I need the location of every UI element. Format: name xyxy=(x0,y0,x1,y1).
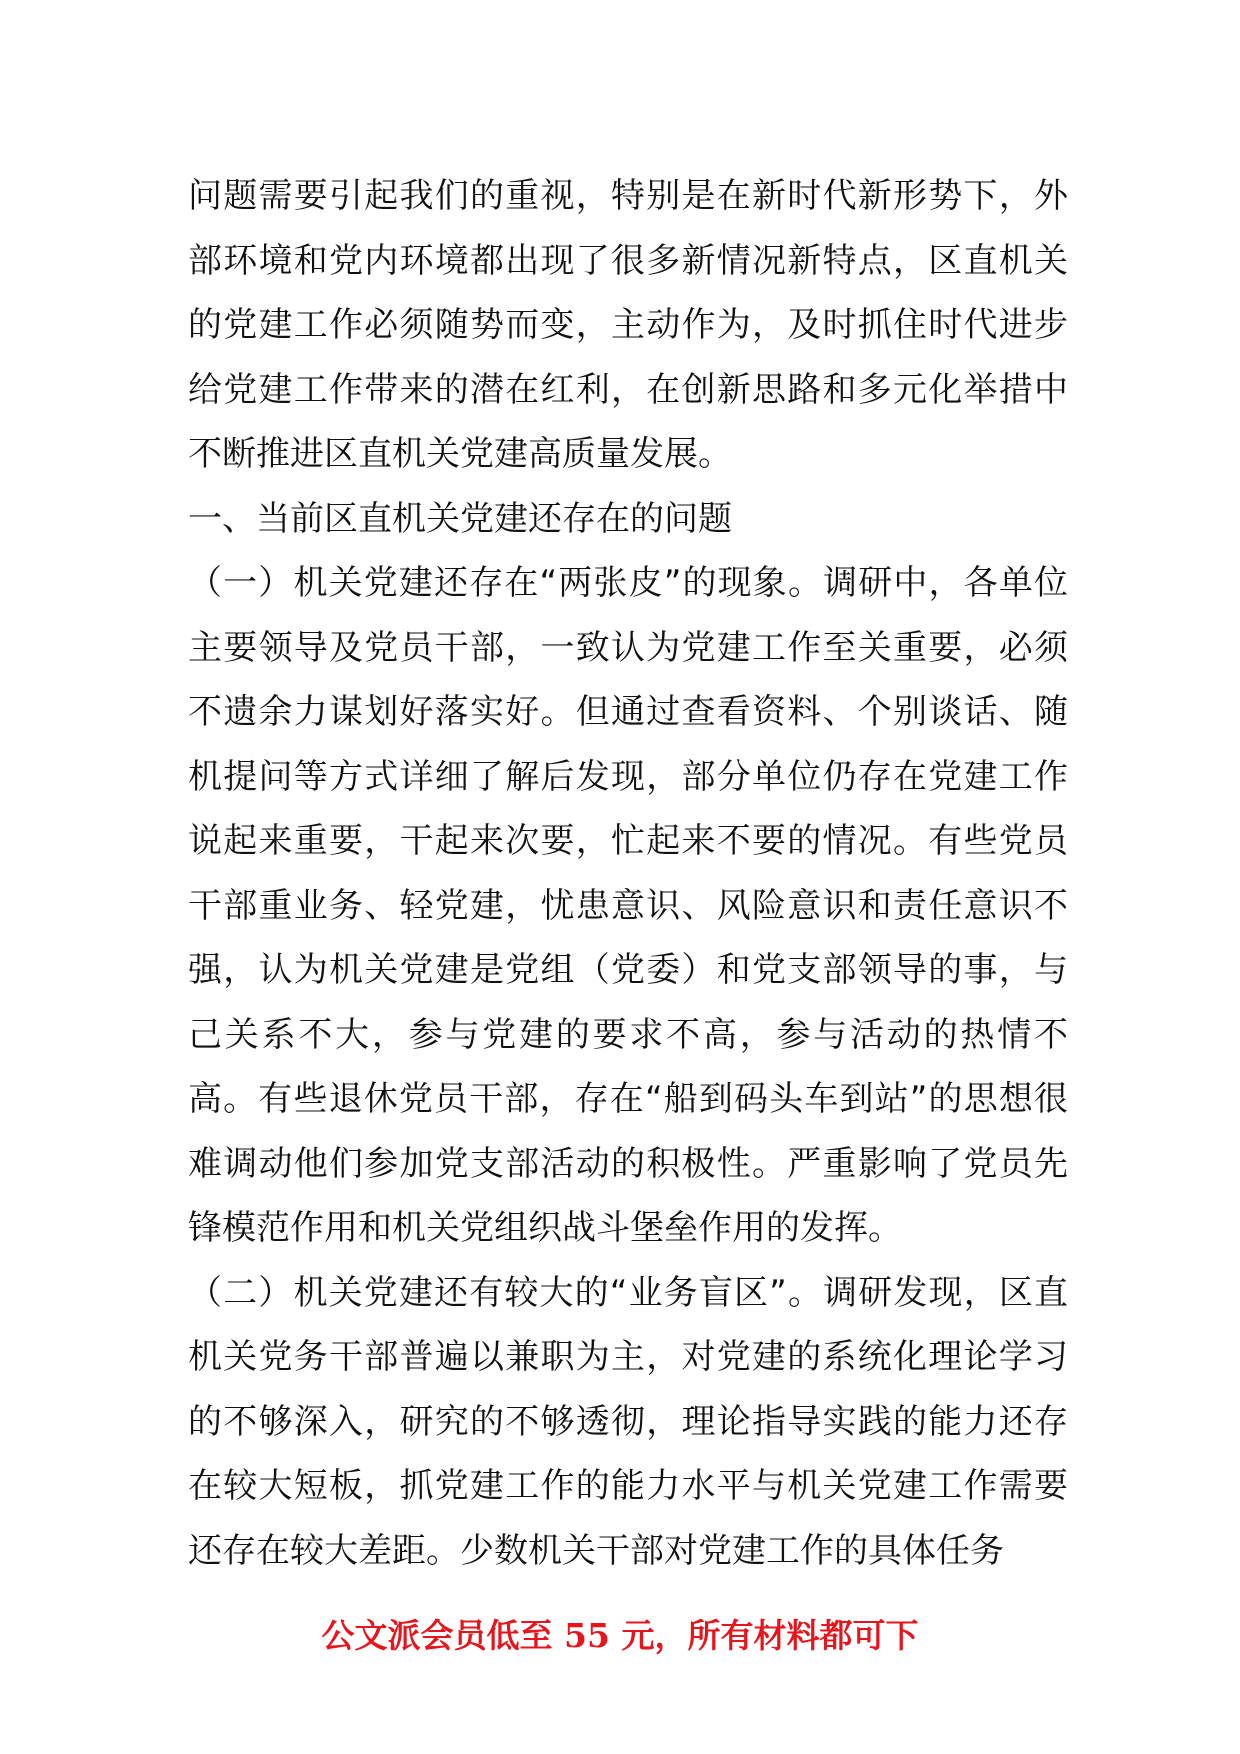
footer-promo: 公文派会员低至 55 元，所有材料都可下 xyxy=(321,1616,919,1655)
document-body xyxy=(188,164,1068,1583)
paragraph-issue-one: （一）机关党建还存在“两张皮”的现象。调研中，各单位主要领导及党员干部，一致认为党建工作至关重要，必须不遗余力谋划好落实好。但通过查看资料、个别谈话、随机提问等方式详细了解后发现，部分单位仍存在党建工作说起来重要，干起来次要，忙起来不要的情况。有些党员干部重业务、轻党建，忧患意识、风险意识和责任意识不强，认为机关党建是党组（党委）和党支部领导的事，与己关系不大，参与党建的要求不高，参与活动的热情不高。有些退休党员干部，存在“船到码头车到站”的思想很难调动他们参加党支部活动的积极性。严重影响了党员先锋模范作用和机关党组织战斗堡垒作用的发挥。 xyxy=(188,563,1068,1248)
paragraph-intro: 问题需要引起我们的重视，特别是在新时代新形势下，外部环境和党内环境都出现了很多新情况新特点，区直机关的党建工作必须随势而变，主动作为，及时抓住时代进步给党建工作带来的潜在红利，在创新思路和多元化举措中不断推进区直机关党建高质量发展。 xyxy=(188,176,1068,474)
paragraph-issue-two: （二）机关党建还有较大的“业务盲区”。调研发现，区直机关党务干部普遍以兼职为主，对党建的系统化理论学习的不够深入，研究的不够透彻，理论指导实践的能力还存在较大短板，抓党建工作的能力水平与机关党建工作需要还存在较大差距。少数机关干部对党建工作的具体任务 xyxy=(188,1272,1068,1571)
section-heading: 一、当前区直机关党建还存在的问题 xyxy=(188,498,732,539)
